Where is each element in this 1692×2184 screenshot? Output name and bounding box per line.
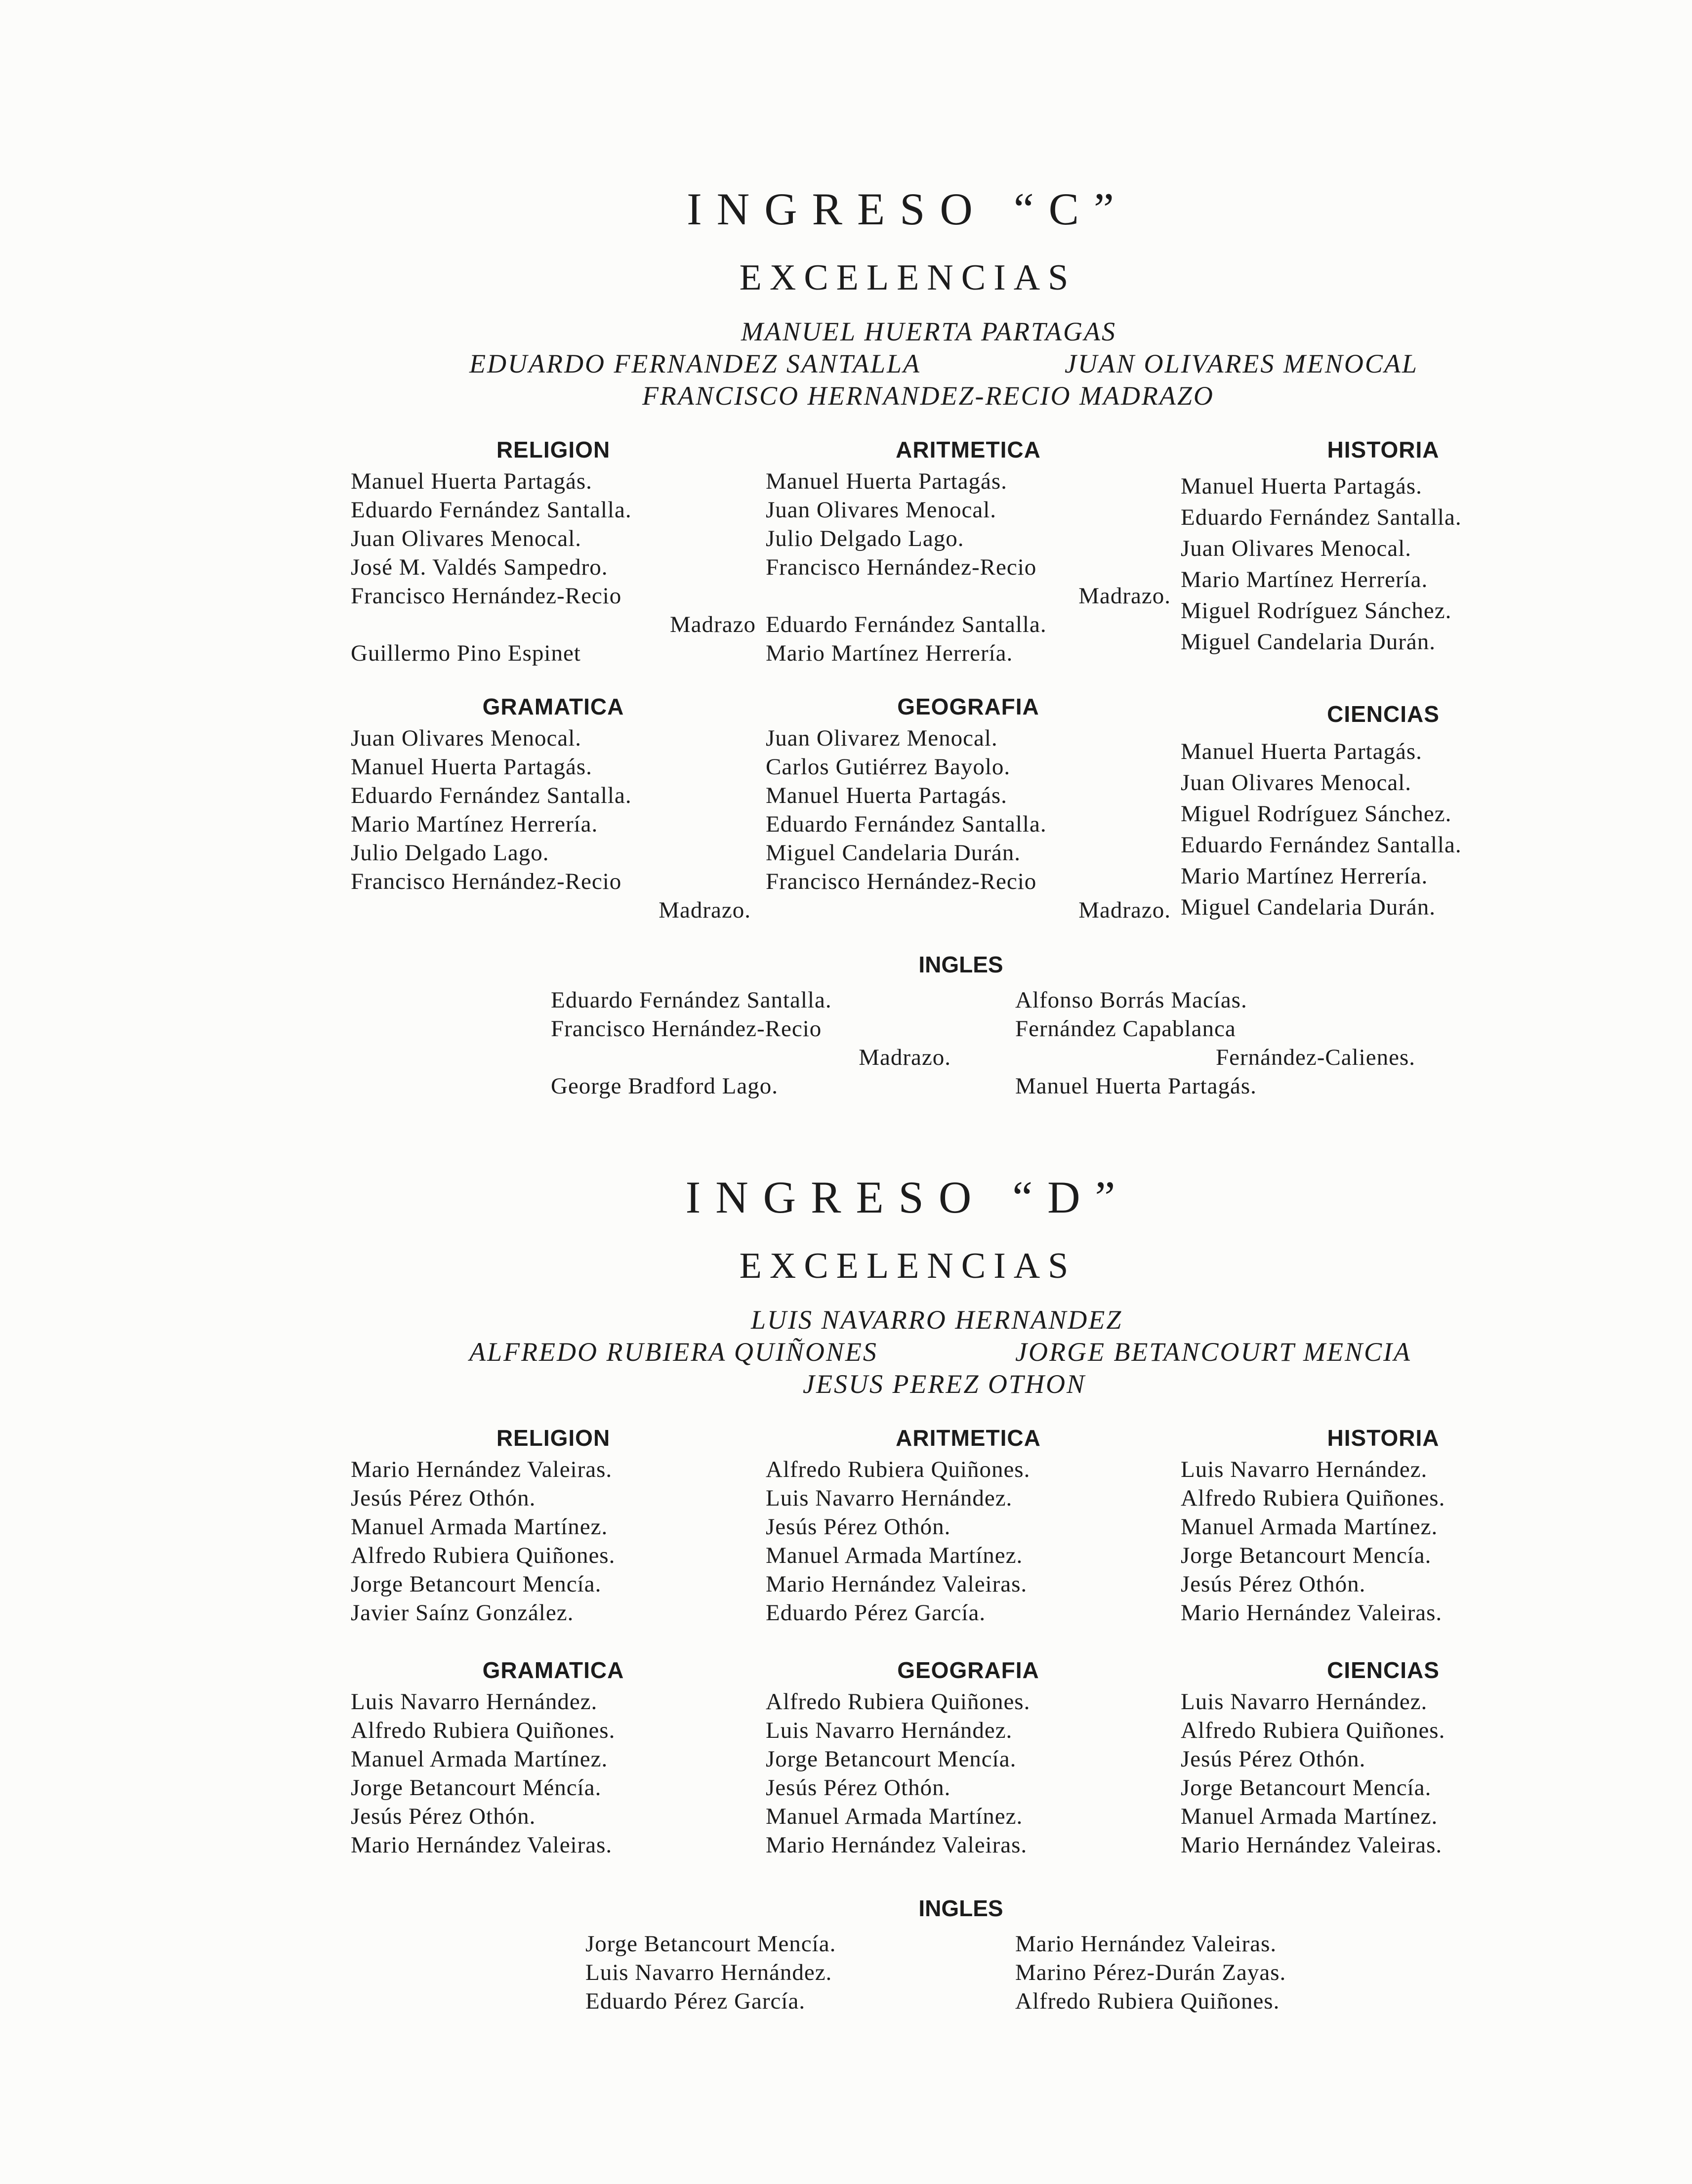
subject-geografia-d — [766, 1653, 1171, 1859]
name: Miguel Rodríguez Sánchez. — [1181, 801, 1452, 827]
name: Jesús Pérez Othón. — [1181, 1571, 1366, 1597]
subject-label: ARITMETICA — [896, 1425, 1041, 1451]
name-list — [1181, 1455, 1586, 1627]
name: Jesús Pérez Othón. — [1181, 1746, 1366, 1772]
name: Luis Navarro Hernández. — [766, 1485, 1013, 1511]
name: Francisco Hernández-Recio — [351, 869, 622, 894]
subject-label: GRAMATICA — [482, 1657, 624, 1683]
excelencias-heading-c: EXCELENCIAS — [739, 257, 1076, 298]
name-list — [351, 724, 756, 924]
name: Francisco Hernández-Recio — [551, 1016, 822, 1042]
name: Eduardo Fernández Santalla. — [351, 497, 632, 523]
name: Luis Navarro Hernández. — [1181, 1457, 1428, 1482]
name: Jorge Betancourt Mencía. — [766, 1746, 1017, 1772]
name-continuation: Fernández-Calienes. — [1216, 1045, 1415, 1070]
name: Miguel Candelaria Durán. — [1181, 629, 1436, 655]
name: Jorge Betancourt Mencía. — [585, 1931, 836, 1957]
name: Alfredo Rubiera Quiñones. — [1015, 1988, 1280, 2014]
name: Guillermo Pino Espinet — [351, 640, 581, 666]
name-list — [351, 1687, 756, 1859]
name: José M. Valdés Sampedro. — [351, 554, 608, 580]
honor-line-2-right-d: JORGE BETANCOURT MENCIA — [1015, 1337, 1411, 1367]
subject-label: GEOGRAFIA — [897, 1657, 1039, 1683]
name: Manuel Huerta Partagás. — [351, 468, 592, 494]
name: Luis Navarro Hernández. — [766, 1718, 1013, 1743]
ingles-list-left-c — [551, 986, 951, 1100]
name-list — [351, 1455, 756, 1627]
subject-label: GRAMATICA — [482, 694, 624, 719]
name: Alfredo Rubiera Quiñones. — [1181, 1485, 1445, 1511]
title-ingreso-d: INGRESO “D” — [685, 1172, 1130, 1222]
subject-gramatica-d — [351, 1653, 756, 1859]
name: Jesús Pérez Othón. — [351, 1804, 536, 1829]
name: Mario Hernández Valeiras. — [1181, 1832, 1443, 1858]
name: Francisco Hernández-Recio — [766, 869, 1037, 894]
name: Alfonso Borrás Macías. — [1015, 987, 1247, 1013]
name: Mario Hernández Valeiras. — [1181, 1600, 1443, 1626]
honor-line-3-c: FRANCISCO HERNANDEZ-RECIO MADRAZO — [642, 381, 1214, 411]
name: Mario Hernández Valeiras. — [1015, 1931, 1277, 1957]
name: Eduardo Fernández Santalla. — [351, 783, 632, 808]
name: Mario Hernández Valeiras. — [766, 1571, 1028, 1597]
name-list — [1181, 471, 1586, 658]
name-continuation: Madrazo — [669, 612, 756, 637]
name: Manuel Armada Martínez. — [1181, 1804, 1438, 1829]
name-list — [766, 1455, 1171, 1627]
name: Mario Hernández Valeiras. — [351, 1832, 613, 1858]
name: Francisco Hernández-Recio — [351, 583, 622, 609]
name-continuation: Madrazo. — [1078, 583, 1171, 609]
name: Manuel Huerta Partagás. — [1181, 473, 1422, 499]
name: Jesús Pérez Othón. — [766, 1514, 951, 1540]
honor-line-3-d: JESUS PEREZ OTHON — [803, 1369, 1086, 1399]
name: Juan Olivares Menocal. — [1181, 536, 1412, 561]
name: Miguel Rodríguez Sánchez. — [1181, 598, 1452, 624]
name-list — [1181, 1687, 1586, 1859]
name: Mario Hernández Valeiras. — [351, 1457, 613, 1482]
name: Luis Navarro Hernández. — [351, 1689, 598, 1715]
name: Eduardo Fernández Santalla. — [1181, 504, 1462, 530]
name: Jesús Pérez Othón. — [766, 1775, 951, 1801]
name: Luis Navarro Hernández. — [1181, 1689, 1428, 1715]
name: Manuel Armada Martínez. — [351, 1746, 608, 1772]
honor-line-1-c: MANUEL HUERTA PARTAGAS — [741, 317, 1117, 346]
subject-religion-c — [351, 432, 756, 668]
subject-geografia-c — [766, 689, 1171, 924]
subject-ciencias-c — [1181, 697, 1586, 923]
name: Jorge Betancourt Mencía. — [1181, 1775, 1432, 1801]
name: Julio Delgado Lago. — [766, 526, 964, 551]
name: Mario Martínez Herrería. — [1181, 567, 1428, 592]
name: Manuel Huerta Partagás. — [1015, 1073, 1257, 1099]
name: Javier Saínz González. — [351, 1600, 574, 1626]
subject-religion-d — [351, 1421, 756, 1627]
name: Manuel Armada Martínez. — [766, 1543, 1023, 1568]
name: Miguel Candelaria Durán. — [766, 840, 1021, 866]
name: Mario Martínez Herrería. — [766, 640, 1013, 666]
name: Alfredo Rubiera Quiñones. — [351, 1543, 616, 1568]
name: Marino Pérez-Durán Zayas. — [1015, 1960, 1286, 1985]
name: Francisco Hernández-Recio — [766, 554, 1037, 580]
name-list — [1181, 736, 1586, 923]
name: Manuel Armada Martínez. — [766, 1804, 1023, 1829]
honor-line-2-right-c: JUAN OLIVARES MENOCAL — [1065, 349, 1418, 378]
subject-label: HISTORIA — [1327, 1425, 1440, 1451]
subject-label: GEOGRAFIA — [897, 694, 1039, 719]
name-list — [766, 467, 1171, 668]
name: Manuel Huerta Partagás. — [351, 754, 592, 780]
ingles-list-right-c — [1015, 986, 1415, 1100]
subject-label: CIENCIAS — [1327, 701, 1440, 727]
name: Juan Olivarez Menocal. — [766, 725, 998, 751]
subject-historia-c — [1181, 432, 1586, 658]
subject-label: RELIGION — [496, 1425, 611, 1451]
subject-label: HISTORIA — [1327, 437, 1440, 462]
name: Alfredo Rubiera Quiñones. — [766, 1689, 1031, 1715]
honor-line-2-left-c: EDUARDO FERNANDEZ SANTALLA — [469, 349, 921, 378]
name: Manuel Huerta Partagás. — [1181, 739, 1422, 764]
subject-label: RELIGION — [496, 437, 611, 462]
name: Juan Olivares Menocal. — [766, 497, 997, 523]
subject-historia-d — [1181, 1421, 1586, 1627]
name: Juan Olivares Menocal. — [1181, 770, 1412, 796]
name: Jesús Pérez Othón. — [351, 1485, 536, 1511]
name-continuation: Madrazo. — [1078, 897, 1171, 923]
name-list — [766, 724, 1171, 924]
honor-line-2-left-d: ALFREDO RUBIERA QUIÑONES — [469, 1337, 878, 1367]
name: Carlos Gutiérrez Bayolo. — [766, 754, 1011, 780]
name: Eduardo Fernández Santalla. — [551, 987, 832, 1013]
subject-label: CIENCIAS — [1327, 1657, 1440, 1683]
honor-line-1-d: LUIS NAVARRO HERNANDEZ — [751, 1305, 1123, 1335]
subject-ciencias-d — [1181, 1653, 1586, 1859]
name: Jorge Betancourt Mencía. — [1181, 1543, 1432, 1568]
name: Julio Delgado Lago. — [351, 840, 549, 866]
ingles-list-left-d — [585, 1930, 961, 2016]
name: Miguel Candelaria Durán. — [1181, 894, 1436, 920]
subject-aritmetica-d — [766, 1421, 1171, 1627]
name: Jorge Betancourt Méncía. — [351, 1775, 602, 1801]
name: Manuel Armada Martínez. — [351, 1514, 608, 1540]
name: Fernández Capablanca — [1015, 1016, 1236, 1042]
title-ingreso-c: INGRESO “C” — [687, 184, 1129, 234]
subject-label-ingles-c: INGLES — [918, 952, 1003, 977]
name: Alfredo Rubiera Quiñones. — [766, 1457, 1031, 1482]
name: Eduardo Fernández Santalla. — [766, 612, 1047, 637]
excelencias-heading-d: EXCELENCIAS — [739, 1246, 1076, 1286]
name: Eduardo Pérez García. — [766, 1600, 986, 1626]
name: Eduardo Fernández Santalla. — [766, 811, 1047, 837]
name: Alfredo Rubiera Quiñones. — [1181, 1718, 1445, 1743]
subject-aritmetica-c — [766, 432, 1171, 668]
name: Alfredo Rubiera Quiñones. — [351, 1718, 616, 1743]
ingles-list-right-d — [1015, 1930, 1391, 2016]
name-continuation: Madrazo. — [659, 897, 751, 923]
name: Eduardo Pérez García. — [585, 1988, 806, 2014]
name: Manuel Armada Martínez. — [1181, 1514, 1438, 1540]
name: George Bradford Lago. — [551, 1073, 778, 1099]
name: Eduardo Fernández Santalla. — [1181, 832, 1462, 858]
name-continuation: Madrazo. — [859, 1045, 951, 1070]
name: Juan Olivares Menocal. — [351, 526, 582, 551]
name: Mario Martínez Herrería. — [1181, 863, 1428, 889]
subject-label: ARITMETICA — [896, 437, 1041, 462]
subject-gramatica-c — [351, 689, 756, 924]
name: Luis Navarro Hernández. — [585, 1960, 832, 1985]
name: Manuel Huerta Partagás. — [766, 783, 1007, 808]
name: Mario Martínez Herrería. — [351, 811, 598, 837]
name-list — [351, 467, 756, 668]
name-list — [766, 1687, 1171, 1859]
name: Manuel Huerta Partagás. — [766, 468, 1007, 494]
name: Jorge Betancourt Mencía. — [351, 1571, 602, 1597]
subject-label-ingles-d: INGLES — [918, 1895, 1003, 1921]
name: Mario Hernández Valeiras. — [766, 1832, 1028, 1858]
name: Juan Olivares Menocal. — [351, 725, 582, 751]
